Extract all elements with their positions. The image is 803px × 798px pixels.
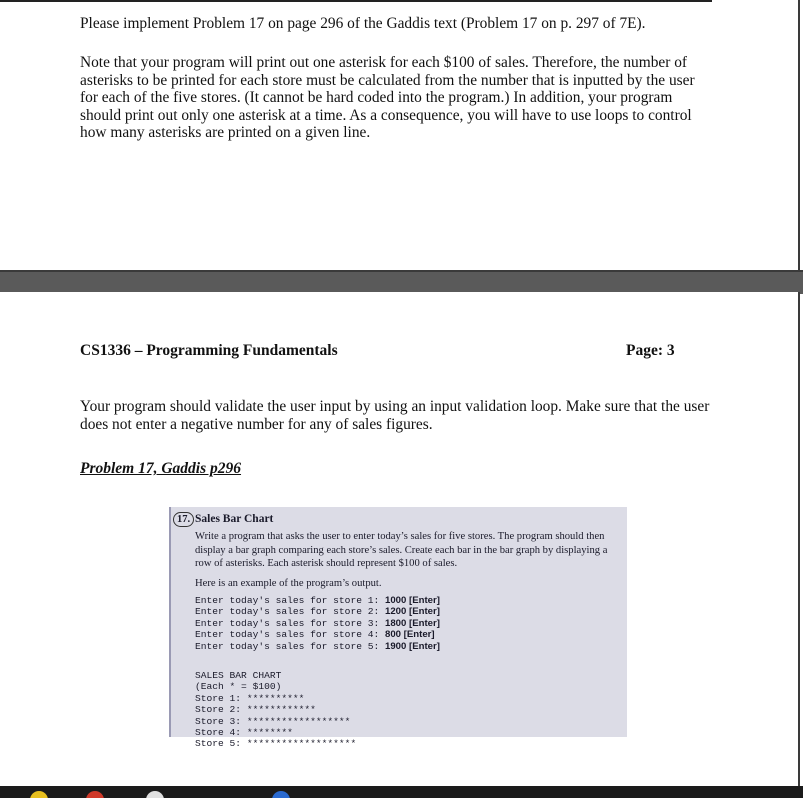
- course-header: CS1336 – Programming Fundamentals: [80, 342, 338, 359]
- sample-output-line: Store 1: **********: [195, 692, 305, 704]
- sample-output-line: Store 2: ************: [195, 704, 316, 716]
- paragraph-validation: Your program should validate the user input by using an input validation loop. Make sure that the user does not enter a negative number for any of sales figures.: [80, 398, 710, 433]
- sample-input-line: Enter today's sales for store 4: 800 [Enter]: [195, 629, 435, 641]
- excerpt-example-intro: Here is an example of the program’s output.: [195, 578, 382, 589]
- page-number-header: Page: 3: [626, 342, 675, 359]
- taskbar-app-icon[interactable]: [30, 791, 48, 798]
- problem-number: 17.: [173, 512, 194, 527]
- sample-output-line: Store 4: ********: [195, 727, 293, 739]
- taskbar-app-icon[interactable]: [86, 791, 104, 798]
- problem-heading: Problem 17, Gaddis p296: [80, 460, 242, 477]
- taskbar-app-icon[interactable]: [272, 791, 290, 798]
- sample-input-line: Enter today's sales for store 1: 1000 [Enter]: [195, 595, 440, 606]
- sample-input-line: Enter today's sales for store 2: 1200 [Enter]: [195, 606, 440, 618]
- document-page-1: [0, 0, 800, 270]
- taskbar-app-icon[interactable]: [146, 791, 164, 798]
- sample-output-line: Store 3: ******************: [195, 715, 351, 727]
- excerpt-description: Write a program that asks the user to enter today’s sales for five stores. The program should then display a bar graph comparing each store’s sales. Create each bar in the bar graph by displaying a row of asterisks. Each asterisk should represent $100 of sales.: [195, 531, 608, 570]
- sample-input-line: Enter today's sales for store 3: 1800 [Enter]: [195, 617, 440, 629]
- sample-output-line: (Each * = $100): [195, 681, 282, 693]
- sample-output-block: [195, 670, 356, 750]
- taskbar: [0, 786, 803, 798]
- document-page-2: [0, 292, 800, 786]
- textbook-excerpt: [169, 507, 627, 750]
- excerpt-title: Sales Bar Chart: [195, 513, 274, 525]
- sample-output-line: Store 5: *******************: [195, 738, 357, 750]
- paragraph-requirements: Note that your program will print out one asterisk for each $100 of sales. Therefore, the number of asterisks to be printed for each store must be calculated from the number that is inputted by the user for each of the five stores. (It cannot be hard coded into the program.) In addition, your program should print out only one asterisk at a time. As a consequence, you will have to use loops to control how many asterisks are printed on a given line.: [80, 54, 695, 141]
- page-top-rule: [0, 0, 712, 2]
- sample-input-block: [195, 595, 440, 652]
- page-separator: [0, 270, 803, 294]
- sample-input-line: Enter today's sales for store 5: 1900 [Enter]: [195, 640, 440, 652]
- sample-output-line: SALES BAR CHART: [195, 670, 282, 681]
- paragraph-intro: Please implement Problem 17 on page 296 of the Gaddis text (Problem 17 on p. 297 of 7E).: [80, 15, 646, 32]
